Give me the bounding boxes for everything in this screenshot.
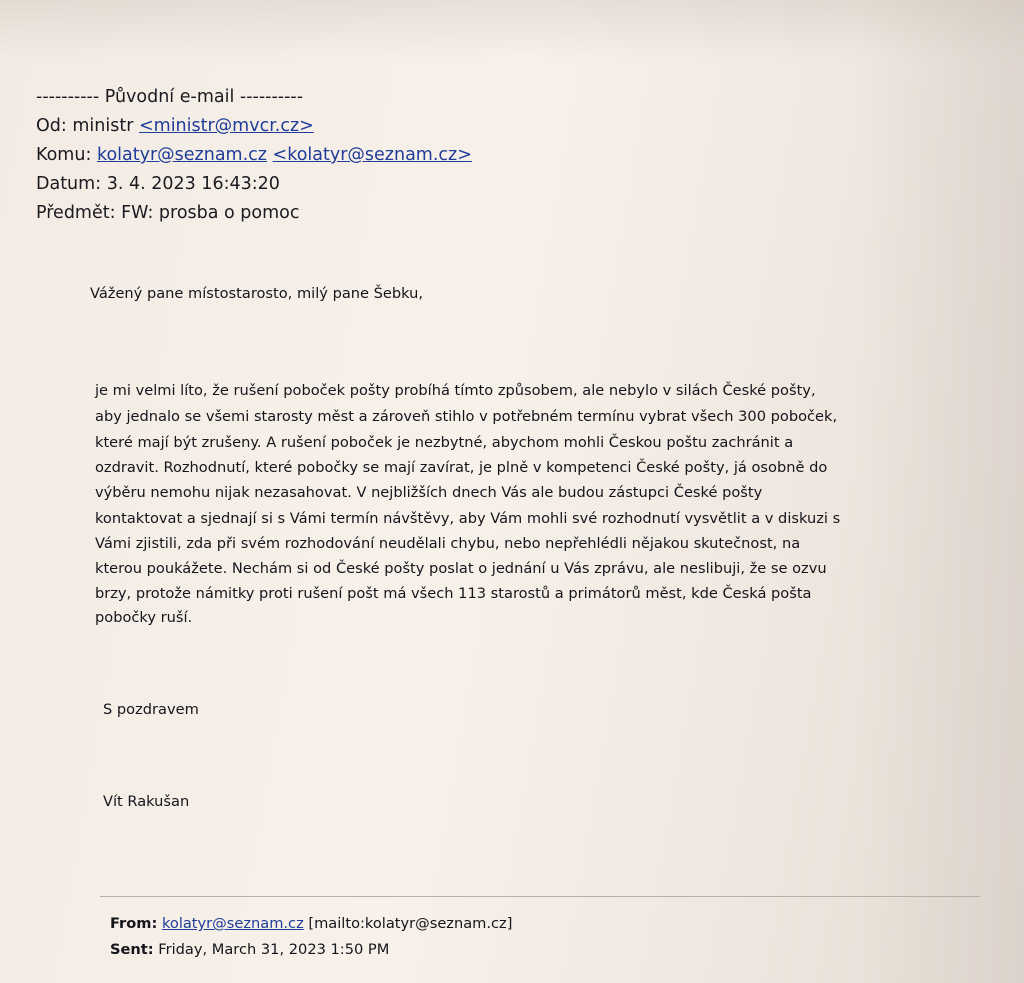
paragraph-line: Vámi zjistili, zda při svém rozhodování neudělali chybu, nebo nepřehlédli nějakou skutečnost, na — [95, 535, 801, 552]
closing: S pozdravem — [103, 701, 199, 718]
subject-label: Předmět: — [36, 203, 116, 223]
paragraph-line: kterou poukážete. Nechám si od České pošty poslat o jednání u Vás zprávu, ale neslibuji, že se ozvu — [95, 560, 827, 577]
from-name: ministr — [72, 116, 134, 136]
paragraph-line: které mají být zrušeny. A rušení poboček je nezbytné, abychom mohli Českou poštu zachránit a — [95, 434, 794, 451]
paragraph-line: brzy, protože námitky proti rušení pošt má všech 113 starostů a primátorů měst, kde Česká pošta — [95, 585, 812, 602]
paragraph-line: ozdravit. Rozhodnutí, které pobočky se mají zavírat, je plně v kompetenci České pošty, já osobně do — [95, 459, 828, 476]
paper-shadow-right — [860, 0, 1024, 983]
date-label: Datum: — [36, 174, 102, 194]
from-email-link[interactable]: <ministr@mvcr.cz> — [138, 116, 314, 136]
forwarded-from-label: From: — [110, 915, 158, 932]
date-value: 3. 4. 2023 16:43:20 — [106, 174, 280, 194]
subject-row — [36, 203, 300, 223]
paragraph-line: kontaktovat a sjednají si s Vámi termín návštěvy, aby Vám mohli své rozhodnutí vysvětlit a v diskuzi s — [95, 510, 841, 527]
to-row — [36, 145, 472, 165]
signature: Vít Rakušan — [103, 793, 190, 810]
forwarded-from-row — [110, 915, 512, 932]
original-email-separator: ---------- Původní e-mail ---------- — [36, 87, 304, 107]
forwarded-sent-row — [110, 941, 389, 958]
to-email-bracketed-link[interactable]: <kolatyr@seznam.cz> — [272, 145, 472, 165]
forwarded-from-email-link[interactable]: kolatyr@seznam.cz — [161, 915, 304, 932]
paper-shadow-top — [0, 0, 1024, 60]
greeting: Vážený pane místostarosto, milý pane Šebku, — [90, 285, 424, 302]
forwarded-mailto[interactable]: [mailto:kolatyr@seznam.cz] — [308, 915, 513, 932]
paragraph-line: aby jednalo se všemi starosty měst a zároveň stihlo v potřebném termínu vybrat všech 300 poboček, — [95, 408, 838, 425]
subject-value: FW: prosba o pomoc — [121, 203, 300, 223]
to-label: Komu: — [36, 145, 92, 165]
forwarded-sent-label: Sent: — [110, 941, 154, 958]
to-email-link[interactable]: kolatyr@seznam.cz — [96, 145, 267, 165]
from-row — [36, 116, 314, 136]
paragraph-line: je mi velmi líto, že rušení poboček pošty probíhá tímto způsobem, ale nebylo v silách České pošty, — [95, 382, 816, 399]
forwarded-sent-value: Friday, March 31, 2023 1:50 PM — [158, 941, 390, 958]
paragraph-line: výběru nemohu nijak nezasahovat. V nejbližších dnech Vás ale budou zástupci České pošty — [95, 484, 763, 501]
paragraph-line: pobočky ruší. — [95, 609, 193, 626]
from-label: Od: — [36, 116, 67, 136]
date-row — [36, 174, 280, 194]
forward-divider — [100, 896, 980, 897]
